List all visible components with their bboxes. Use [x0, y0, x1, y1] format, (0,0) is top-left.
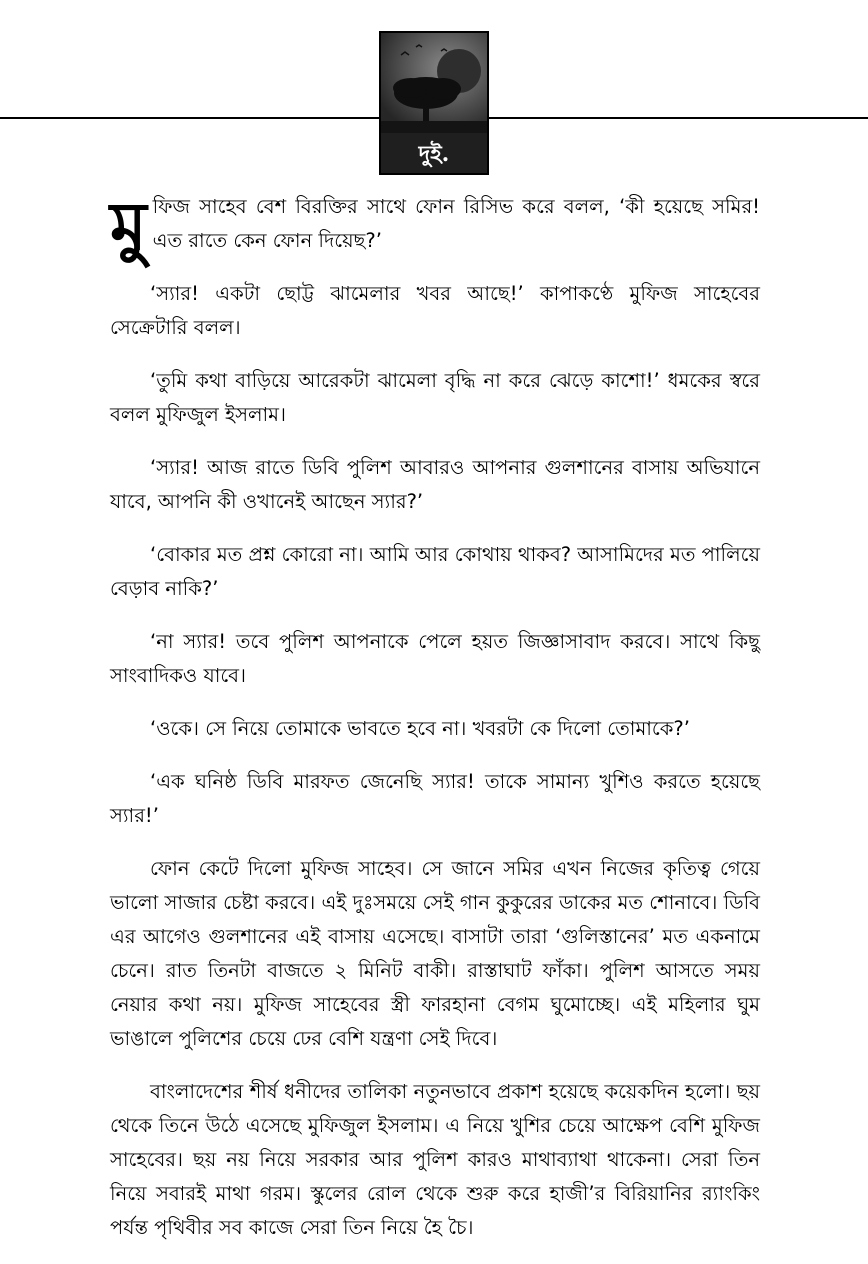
- chapter-badge: [379, 31, 489, 175]
- paragraph: [110, 187, 760, 265]
- paragraph-text: ফিজ সাহেব বেশ বিরক্তির সাথে ফোন রিসিভ করে বলল, ‘কী হয়েছে সমির! এত রাতে কেন ফোন দিয়েছ?’: [152, 195, 760, 252]
- paragraph: ‘স্যার! একটা ছোট্ট ঝামেলার খবর আছে!’ কাপাকণ্ঠে মুফিজ সাহেবের সেক্রেটারি বলল।: [110, 282, 760, 339]
- paragraph: ফোন কেটে দিলো মুফিজ সাহেব। সে জানে সমির এখন নিজের কৃতিত্ব গেয়ে ভালো সাজার চেষ্টা করবে। এই দুঃসময়ে সেই গান কুকুরের ডাকের মত শোনাবে। ডিবি এর আগেও গুলশানের এই বাসায় এসেছে। বাসাটা তারা ‘গুলিস্তানের’ মত একনামে চেনে। রাত তিনটা বাজতে ২ মিনিট বাকী। রাস্তাঘাট ফাঁকা। পুলিশ আসতে সময় নেয়ার কথা নয়। মুফিজ সাহেবের স্ত্রী ফারহানা বেগম ঘুমোচ্ছে। এই মহিলার ঘুম ভাঙালে পুলিশের চেয়ে ঢের বেশি যন্ত্রণা সেই দিবে।: [110, 857, 760, 1050]
- paragraph: ‘না স্যার! তবে পুলিশ আপনাকে পেলে হয়ত জিজ্ঞাসাবাদ করবে। সাথে কিছু সাংবাদিকও যাবে।: [110, 630, 760, 687]
- body-text: [110, 187, 760, 1264]
- paragraph: ‘স্যার! আজ রাতে ডিবি পুলিশ আবারও আপনার গুলশানের বাসায় অভিযানে যাবে, আপনি কী ওখানেই আছেন স্যার?’: [110, 456, 760, 513]
- drop-cap: মু: [110, 187, 147, 265]
- chapter-label: দুই.: [418, 140, 450, 167]
- paragraph: ‘এক ঘনিষ্ঠ ডিবি মারফত জেনেছি স্যার! তাকে সামান্য খুশিও করতে হয়েছে স্যার!’: [110, 770, 760, 827]
- paragraph: ‘তুমি কথা বাড়িয়ে আরেকটা ঝামেলা বৃদ্ধি না করে ঝেড়ে কাশো!’ ধমকের স্বরে বলল মুফিজুল ইসলাম।: [110, 369, 760, 426]
- paragraph: ‘ওকে। সে নিয়ে তোমাকে ভাবতে হবে না। খবরটা কে দিলো তোমাকে?’: [150, 717, 690, 740]
- paragraph: বাংলাদেশের শীর্ষ ধনীদের তালিকা নতুনভাবে প্রকাশ হয়েছে কয়েকদিন হলো। ছয় থেকে তিনে উঠে এসেছে মুফিজুল ইসলাম। এ নিয়ে খুশির চেয়ে আক্ষেপ বেশি মুফিজ সাহেবের। ছয় নয় নিয়ে সরকার আর পুলিশ কারও মাথাব্যাথা থাকেনা। সেরা তিন নিয়ে সবারই মাথা গরম। স্কুলের রোল থেকে শুরু করে হাজী’র বিরিয়ানির র‍্যাংকিং পর্যন্ত পৃথিবীর সব কাজে সেরা তিন নিয়ে হৈ চৈ।: [110, 1080, 760, 1239]
- paragraph: ‘বোকার মত প্রশ্ন কোরো না। আমি আর কোথায় থাকব? আসামিদের মত পালিয়ে বেড়াব নাকি?’: [110, 543, 760, 600]
